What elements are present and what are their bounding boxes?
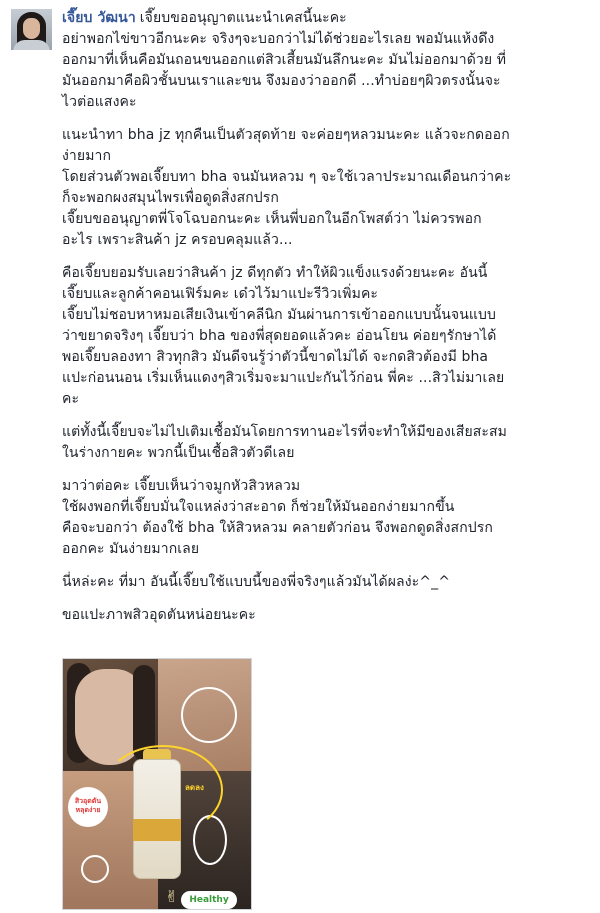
- post-line: โดยส่วนตัวพอเจี๊ยบทา bha จนมันหลวม ๆ จะใช้เวลาประมาณเดือนกว่าคะ: [62, 169, 512, 185]
- paragraph-gap: [62, 113, 592, 125]
- photo-bottle-label: [133, 819, 181, 841]
- attached-photo[interactable]: [62, 658, 252, 910]
- post-line: อะไร เพราะสินค้า jz ครอบคลุมแล้ว...: [62, 232, 293, 248]
- victory-hand-icon: ✌: [165, 887, 179, 906]
- post-line: ว่าขยาดจริงๆ เจี๊ยบว่า bha ของพี่สุดยอดแล้วคะ อ่อนโยน ค่อยๆรักษาได้: [62, 328, 497, 344]
- post-text: เจี๊ยบขออนุญาตแนะนำเคสนี้นะคะ: [139, 10, 347, 26]
- photo-caption-text: สิวอุดตัน: [74, 797, 102, 805]
- post-line: ออกมาที่เห็นคือมันถอนขนออกแต่สิวเสี้ยนมันลึกนะคะ มันไม่ออกมาด้วย ที่: [62, 52, 507, 68]
- post-line: พอเจี๊ยบลองทา สิวทุกสิว มันดีจนรู้ว่าตัวนี้ขาดไม่ได้ จะกดสิวต้องมี bha: [62, 349, 489, 365]
- post-line: เจี๊ยบไม่ชอบหาหมอเสียเงินเข้าคลีนิก มันผ่านการเข้าออกแบบนั้นจนแบบ: [62, 307, 496, 323]
- photo-highlight-circle: [181, 687, 237, 743]
- photo-caption-bubble: [68, 787, 108, 827]
- post-line: [62, 8, 592, 29]
- post-line: อย่าพอกไข่ขาวอีกนะคะ จริงๆจะบอกว่าไม่ได้ช่วยอะไรเลย พอมันแห้งดึง: [62, 31, 495, 47]
- post-line: แนะนำทา bha jz ทุกคืนเป็นตัวสุดท้าย จะค่อยๆหลวมนะคะ แล้วจะกดออก: [62, 127, 510, 143]
- post-body: [62, 8, 592, 626]
- author-name-link[interactable]: เจี๊ยบ วัฒนา: [62, 10, 136, 26]
- paragraph-gap: [62, 464, 592, 476]
- post-line: ไวต่อแสงคะ: [62, 94, 137, 110]
- photo-highlight-circle: [81, 855, 109, 883]
- post-line: คือเจี๊ยบยอมรับเลยว่าสินค้า jz ดีทุกตัว ทำให้ผิวแข็งแรงด้วยนะคะ อันนี้: [62, 265, 488, 281]
- post-line: ง่ายมาก: [62, 148, 112, 164]
- avatar-face: [23, 18, 40, 39]
- post-line: เจี๊ยบและลูกค้าคอนเฟิร์มคะ เด๋วไว้มาแปะรีวิวเพิ่มคะ: [62, 286, 379, 302]
- photo-watermark-badge: Healthy: [181, 891, 237, 909]
- post-line: มาว่าต่อคะ เจี๊ยบเห็นว่าจมูกหัวสิวหลวม: [62, 478, 301, 494]
- post-line: แปะก่อนนอน เริ่มเห็นแดงๆสิวเริ่มจะมาแปะกันไว้ก่อน พี่คะ ...สิวไม่มาเลย: [62, 370, 505, 386]
- post-line: เจี๊ยบขออนุญาตพี่โจโฉบอกนะคะ เห็นพี่บอกในอีกโพสต์ว่า ไม่ควรพอก: [62, 211, 482, 227]
- post-line: คือจะบอกว่า ต้องใช้ bha ให้สิวหลวม คลายตัวก่อน จึงพอกดูดสิ่งสกปรก: [62, 520, 493, 536]
- avatar-shoulder: [13, 40, 50, 50]
- paragraph-gap: [62, 410, 592, 422]
- paragraph-gap: [62, 560, 592, 572]
- photo-caption-text: หลุดง่าย: [75, 806, 101, 814]
- post-line: แต่ทั้งนี้เจี๊ยบจะไม่ไปเติมเชื้อมันโดยการทานอะไรที่จะทำให้มีของเสียสะสม: [62, 424, 507, 440]
- post-line: คะ: [62, 391, 80, 407]
- post-line: ในร่างกายคะ พวกนี้เป็นเชื้อสิวตัวดีเลย: [62, 445, 295, 461]
- post-line: ออกคะ มันง่ายมากเลย: [62, 541, 200, 557]
- post-line: ใช้ผงพอกที่เจี๊ยบมั่นใจแหล่งว่าสะอาด ก็ช่วยให้มันออกง่ายมากขึ้น: [62, 499, 455, 515]
- author-avatar[interactable]: [11, 9, 52, 50]
- photo-caption-text: ลดลง: [185, 783, 204, 792]
- post-line: มันออกมาคือผิวชั้นบนเราและขน จึงมองว่าออกดี ...ทำบ่อยๆผิวตรงนั้นจะ: [62, 73, 501, 89]
- post-line: ขอแปะภาพสิวอุดตันหน่อยนะคะ: [62, 607, 256, 623]
- paragraph-gap: [62, 251, 592, 263]
- paragraph-gap: [62, 593, 592, 605]
- post-line: ก็จะพอกผงสมุนไพรเพื่อดูดสิ่งสกปรก: [62, 190, 279, 206]
- post-line: นี่หล่ะคะ ที่มา อันนี้เจี๊ยบใช้แบบนี้ของพี่จริงๆแล้วมันได้ผลง่ะ^_^: [62, 574, 451, 590]
